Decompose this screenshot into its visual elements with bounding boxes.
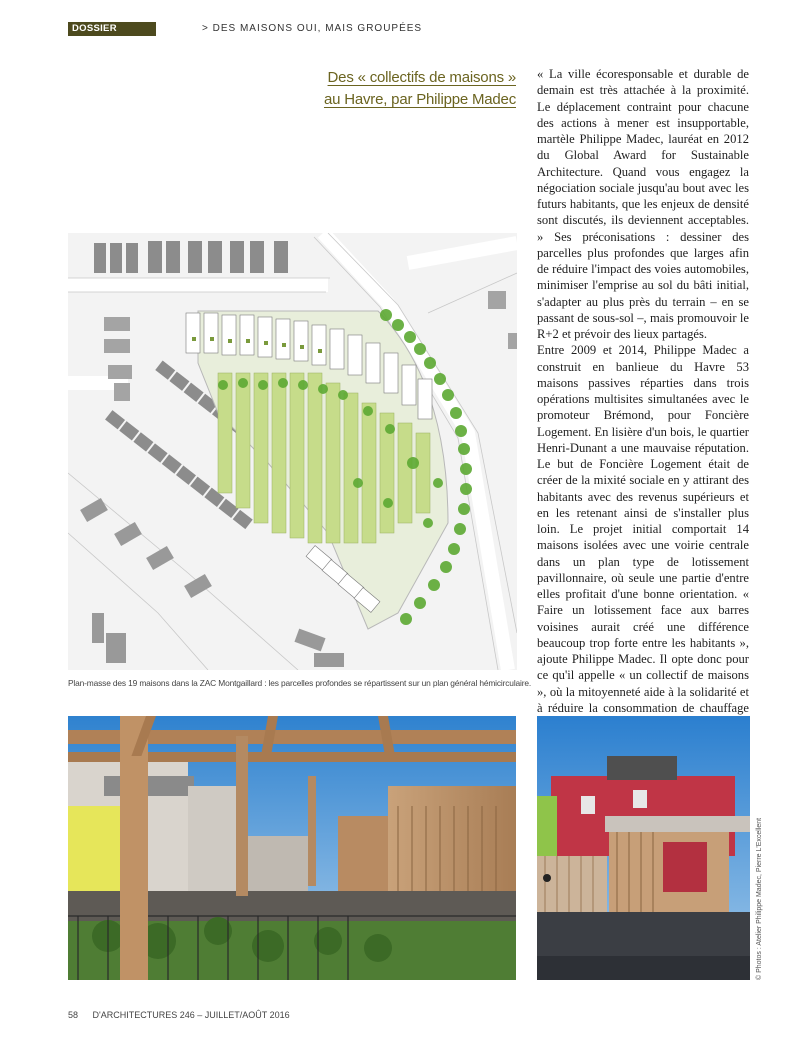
article-title-line-1: Des « collectifs de maisons » <box>327 69 516 86</box>
article-paragraph-1: « La ville écoresponsable et durable de demain est très attachée à la proximité. Le déplacement contraint pour chacune des actions à mener est insupportable, martèle Philippe Madec, lauréat en 2012 du Global Award for Sustainable Architecture. Quand vous engagez la négociation sociale jusqu'au bout avec les futurs habitants, que les enjeux de densité sont discutés, ils deviennent acceptables. » Ses préconisations : dessiner des parcelles plus profondes que larges afin de réduire l'impact des voies automobiles, minimiser l'emprise au sol du bâti initial, s'adapter au plus près du terrain – en se passant de sous-sol –, mais promouvoir le R+2 et prévoir des lieux partagés. <box>537 67 749 341</box>
dossier-tag: DOSSIER <box>68 22 156 36</box>
magazine-issue: D'ARCHITECTURES 246 – JUILLET/AOÛT 2016 <box>92 1010 290 1020</box>
article-title <box>300 67 516 111</box>
photo-credit: © Photos : Atelier Philippe Madec, Pierre L'Excellent <box>756 817 763 980</box>
facade-photo <box>537 716 750 980</box>
page-footer <box>68 1010 290 1020</box>
plan-caption: Plan-masse des 19 maisons dans la ZAC Montgaillard : les parcelles profondes se répartissent sur un plan général hémicirculaire. <box>68 678 532 688</box>
site-plan-image <box>68 233 517 670</box>
pergola-photo <box>68 716 516 980</box>
section-title: > DES MAISONS OUI, MAIS GROUPÉES <box>202 23 423 34</box>
article-paragraph-2: Entre 2009 et 2014, Philippe Madec a construit en banlieue du Havre 53 maisons passives réparties dans trois opérations multisites simultanées avec le promoteur Brémond, pour Foncière Logement. En lisière d'un bois, le quartier Henri-Dunant a une mauvaise réputation. Le but de Foncière Logement était de créer de la mixité sociale en y attirant des habitants avec des revenus supérieurs et en les retenant ainsi de s'installer plus loin. Le projet initial comportait 14 maisons isolées avec une voirie centrale dans un plan type de lotissement pavillonnaire, où seule une partie d'entre elles profitait d'une bonne orientation. « Faire un lotissement face aux barres voisines aurait créé une différence beaucoup trop forte entre les habitants », ajoute Philippe Madec. Il opte donc pour ce qu'il appelle « un collectif de maisons », où la mitoyenneté aide à la solidarité et à réduire la consommation de chauffage <box>537 343 749 715</box>
article-body <box>537 66 749 732</box>
article-title-line-2: au Havre, par Philippe Madec <box>323 91 516 108</box>
page-number: 58 <box>68 1010 79 1020</box>
